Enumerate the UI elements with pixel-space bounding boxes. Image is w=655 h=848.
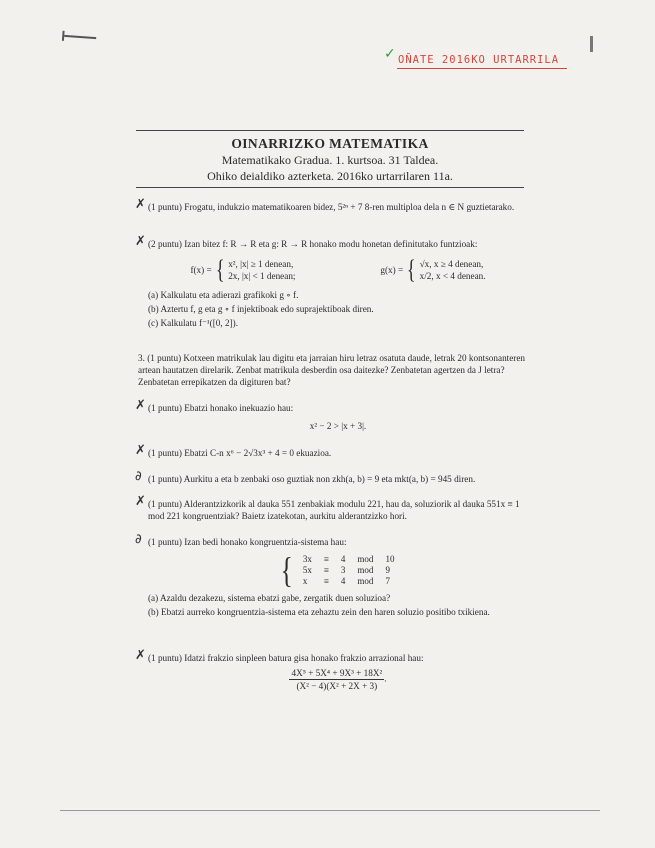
g-lhs: g(x) = (380, 265, 404, 275)
exam-header (136, 136, 524, 184)
cross-mark-icon: ✗ (135, 494, 146, 509)
f-lhs: f(x) = (190, 265, 212, 275)
handwritten-underline (397, 68, 567, 69)
system-cell: ≡ (323, 575, 329, 586)
staple-mark (64, 35, 96, 45)
system-cell: mod (357, 575, 374, 586)
question-text: (1 puntu) Idatzi frakzio sinpleen batura gisa honako frakzio arrazional hau: (148, 653, 424, 663)
question-text: (2 puntu) Izan bitez f: R → R eta g: R → R honako modu honetan definitutako funtzioak: (148, 239, 478, 249)
system-cell: x (302, 575, 308, 586)
period: . (384, 673, 387, 684)
system-cell: mod (357, 553, 374, 564)
cross-mark-icon: ✗ (135, 234, 146, 249)
sub-question: (b) Aztertu f, g eta g ∘ f injektiboak edo suprajektiboak diren. (148, 304, 374, 314)
brace-icon: { (407, 255, 416, 284)
question-text: (1 puntu) Ebatzi C-n x⁶ − 2√3x³ + 4 = 0 ekuazioa. (148, 448, 332, 458)
exam-subtitle-course: Matematikako Gradua. 1. kurtsoa. 31 Taldea. (221, 153, 439, 167)
system-cell: ≡ (323, 564, 329, 575)
question-5 (135, 443, 528, 459)
exam-title: OINARRIZKO MATEMATIKA (231, 136, 429, 151)
question-text: (1 puntu) Alderantzizkorik al dauka 551 zenbakiak modulu 221, hau da, soluziorik al dauka 551x ≡ 1 mod 221 kongruentziak? Baietz izatekotan, aurkitu alderantzizko hori. (148, 499, 520, 521)
system-cell: 7 (385, 575, 390, 586)
question-text: 3. (1 puntu) Kotxeen matrikulak lau digitu eta jarraian hiru letraz osatuta daude, letrak 20 kontsonanteren artean hautatzen direlarik. Zenbat matrikula desberdin osa daitezke? Zenbatetan agertzen da J letra? Zenbatetan errepikatzen da digituren bat? (138, 353, 526, 387)
brace-icon: { (280, 550, 293, 590)
header-rule-top (136, 130, 524, 131)
exam-subtitle-date: Ohiko deialdiko azterketa. 2016ko urtarrilaren 11a. (207, 169, 453, 183)
denominator: (X² − 4)(X² + 2X + 3) (296, 681, 378, 691)
sub-question: (c) Kalkulatu f⁻¹([0, 2]). (148, 318, 238, 328)
sub-question: (a) Azaldu dezakezu, sistema ebatzi gabe, zergatik duen soluzioa? (148, 593, 391, 603)
scan-bottom-edge (60, 810, 600, 811)
sub-question: (b) Ebatzi aurreko kongruentzia-sistema eta zehaztu zein den haren soluzio positibo txikiena. (148, 607, 490, 617)
handwritten-date: OÑATE 2016KO URTARRILA (398, 54, 560, 66)
question-1 (135, 197, 528, 213)
g-case: x/2, x < 4 denean. (419, 271, 486, 281)
system-cell: 9 (385, 564, 390, 575)
system-row (297, 565, 401, 576)
question-6 (135, 469, 528, 485)
system-row (297, 554, 401, 565)
brace-icon: { (215, 255, 225, 284)
g-definition (380, 257, 485, 283)
cross-mark-icon: ✗ (135, 398, 146, 413)
cross-mark-icon: ✗ (135, 197, 146, 212)
question-text: (1 puntu) Izan bedi honako kongruentzia-sistema hau: (148, 537, 347, 547)
f-case: x², |x| ≥ 1 denean, (228, 259, 294, 269)
green-check-icon: ✓ (384, 46, 396, 62)
system-cell: 5x (302, 564, 312, 575)
question-7 (135, 494, 528, 522)
sub-questions (148, 592, 528, 618)
function-definitions (148, 257, 528, 283)
system-cell: 3 (340, 564, 346, 575)
system-cell: 3x (302, 553, 312, 564)
inequality-formula: x² − 2 > |x + 3|. (309, 421, 367, 431)
question-2 (135, 234, 528, 331)
f-definition (190, 257, 295, 283)
sub-question: (a) Kalkulatu eta adierazi grafikoki g ∘ f. (148, 290, 299, 300)
question-8 (135, 532, 528, 620)
system-table (297, 554, 401, 587)
sub-questions (148, 289, 528, 329)
question-9 (135, 648, 528, 692)
question-3 (138, 352, 528, 388)
question-text: (1 puntu) Frogatu, indukzio matematikoaren bidez, 5²ⁿ + 7 8-ren multiploa dela n ∈ N guztietarako. (148, 202, 515, 212)
rational-fraction (148, 667, 528, 692)
question-text: (1 puntu) Aurkitu a eta b zenbaki oso guztiak non zkh(a, b) = 9 eta mkt(a, b) = 945 diren. (148, 474, 476, 484)
system-cell: 4 (340, 553, 346, 564)
fraction (289, 667, 387, 692)
system-row (297, 576, 401, 587)
system-cell: ≡ (323, 553, 329, 564)
question-text: (1 puntu) Ebatzi honako inekuazio hau: (148, 403, 294, 413)
cross-mark-icon: ✗ (135, 648, 146, 663)
system-cell: 4 (340, 575, 346, 586)
scan-edge-mark (590, 36, 593, 52)
congruence-system (148, 552, 528, 588)
question-4 (135, 398, 528, 432)
system-cell: mod (357, 564, 374, 575)
numerator: 4X⁵ + 5X⁴ + 9X³ + 18X² (291, 668, 383, 678)
cross-mark-icon: ✗ (135, 443, 146, 458)
g-case: √x, x ≥ 4 denean, (419, 259, 484, 269)
f-case: 2x, |x| < 1 denean; (228, 271, 296, 281)
system-cell: 10 (385, 553, 395, 564)
handwritten-mark-icon: ∂ (135, 469, 142, 484)
handwritten-mark-icon: ∂ (135, 532, 142, 547)
header-rule-bottom (136, 187, 524, 188)
